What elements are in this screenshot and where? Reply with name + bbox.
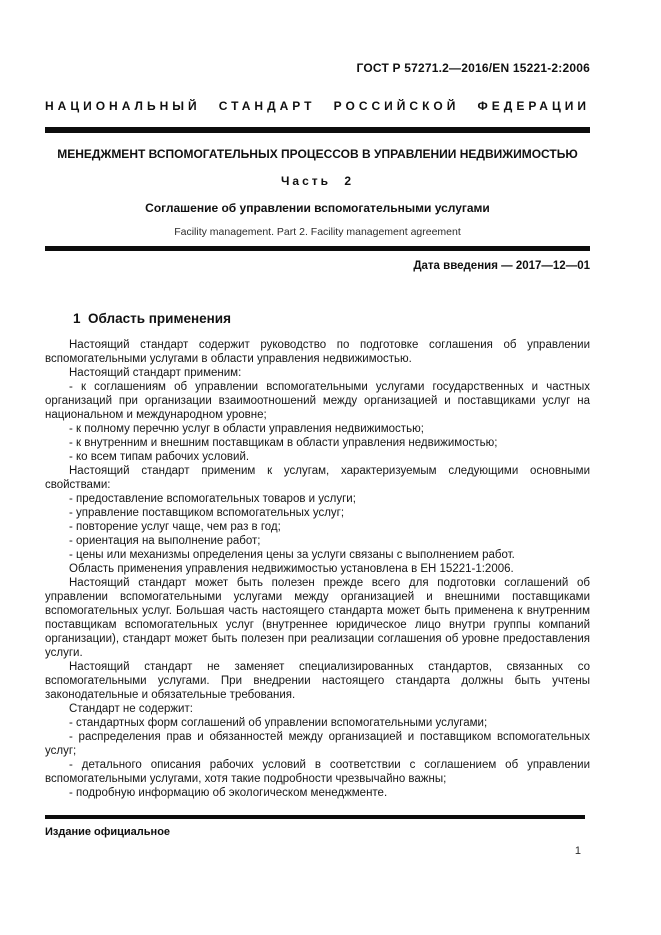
list-item: - цены или механизмы определения цены за услуги связаны с выполнением работ. [69, 549, 515, 561]
list-item: - предоставление вспомогательных товаров и услуги; [69, 493, 356, 505]
list-item: - стандартных форм соглашений об управлении вспомогательными услугами; [69, 717, 488, 729]
paragraph: Настоящий стандарт применим к услугам, характеризуемым следующими основными свойствами: [45, 465, 590, 491]
document-subtitle: Соглашение об управлении вспомогательными услугами [145, 201, 490, 215]
list-item: - ко всем типам рабочих условий. [69, 451, 250, 463]
paragraph: Область применения управления недвижимостью установлена в ЕН 15221-1:2006. [69, 563, 514, 575]
paragraph: Стандарт не содержит: [69, 703, 193, 715]
horizontal-rule-header [45, 127, 590, 133]
list-item: - к внутренним и внешним поставщикам в области управления недвижимостью; [69, 437, 498, 449]
document-title: МЕНЕДЖМЕНТ ВСПОМОГАТЕЛЬНЫХ ПРОЦЕССОВ В УПРАВЛЕНИИ НЕДВИЖИМОСТЬЮ [57, 147, 578, 161]
list-item: - управление поставщиком вспомогательных услуг; [69, 507, 345, 519]
page-content [45, 0, 590, 800]
paragraph: Настоящий стандарт содержит руководство по подготовке соглашения об управлении вспомогательными услугами в области управления недвижимостью. [45, 339, 590, 365]
list-item: - подробную информацию об экологическом менеджменте. [69, 787, 388, 799]
edition-note: Издание официальное [45, 826, 171, 838]
page-number: 1 [574, 845, 581, 857]
national-standard-banner: НАЦИОНАЛЬНЫЙ СТАНДАРТ РОССИЙСКОЙ ФЕДЕРАЦИИ [45, 99, 590, 113]
horizontal-rule-footer [45, 815, 585, 819]
list-item: - детального описания рабочих условий в соответствии с соглашением об управлении вспомогательными услугами, хотя такие подробности чрезвычайно важны; [45, 759, 590, 785]
document-title-english: Facility management. Part 2. Facility management agreement [174, 226, 461, 238]
list-item: - ориентация на выполнение работ; [69, 535, 261, 547]
list-item: - к полному перечню услуг в области управления недвижимостью; [69, 423, 424, 435]
section-heading-scope: 1 Область применения [73, 311, 231, 326]
paragraph: Настоящий стандарт применим: [69, 367, 242, 379]
section-body [45, 338, 590, 800]
standard-designation: ГОСТ Р 57271.2—2016/EN 15221-2:2006 [356, 61, 590, 75]
document-part-label: Часть 2 [280, 174, 355, 188]
paragraph: Настоящий стандарт не заменяет специализированных стандартов, связанных со вспомогательными услугами. При внедрении настоящего стандарта должны быть учтены законодательные и обязательные требования. [45, 661, 590, 701]
list-item: - повторение услуг чаще, чем раз в год; [69, 521, 281, 533]
list-item: - к соглашениям об управлении вспомогательными услугами государственных и частных организаций при организации взаимоотношений между организацией и поставщиками услуг на национальном и международном уровне; [45, 381, 590, 421]
effective-date: Дата введения — 2017—12—01 [413, 260, 590, 272]
horizontal-rule-title [45, 246, 590, 251]
paragraph: Настоящий стандарт может быть полезен прежде всего для подготовки соглашений об управлении вспомогательными услугами между организацией и внешними поставщиками вспомогательных услуг. Большая часть настоящего стандарта может быть применена к внутренним поставщикам вспомогательных услуг (внутреннее юридическое лицо внутри группы компаний организации), стандарт может быть полезен при реализации соглашения об уровне предоставления услуги. [45, 577, 590, 659]
list-item: - распределения прав и обязанностей между организацией и поставщиком вспомогательных услуг; [45, 731, 590, 757]
